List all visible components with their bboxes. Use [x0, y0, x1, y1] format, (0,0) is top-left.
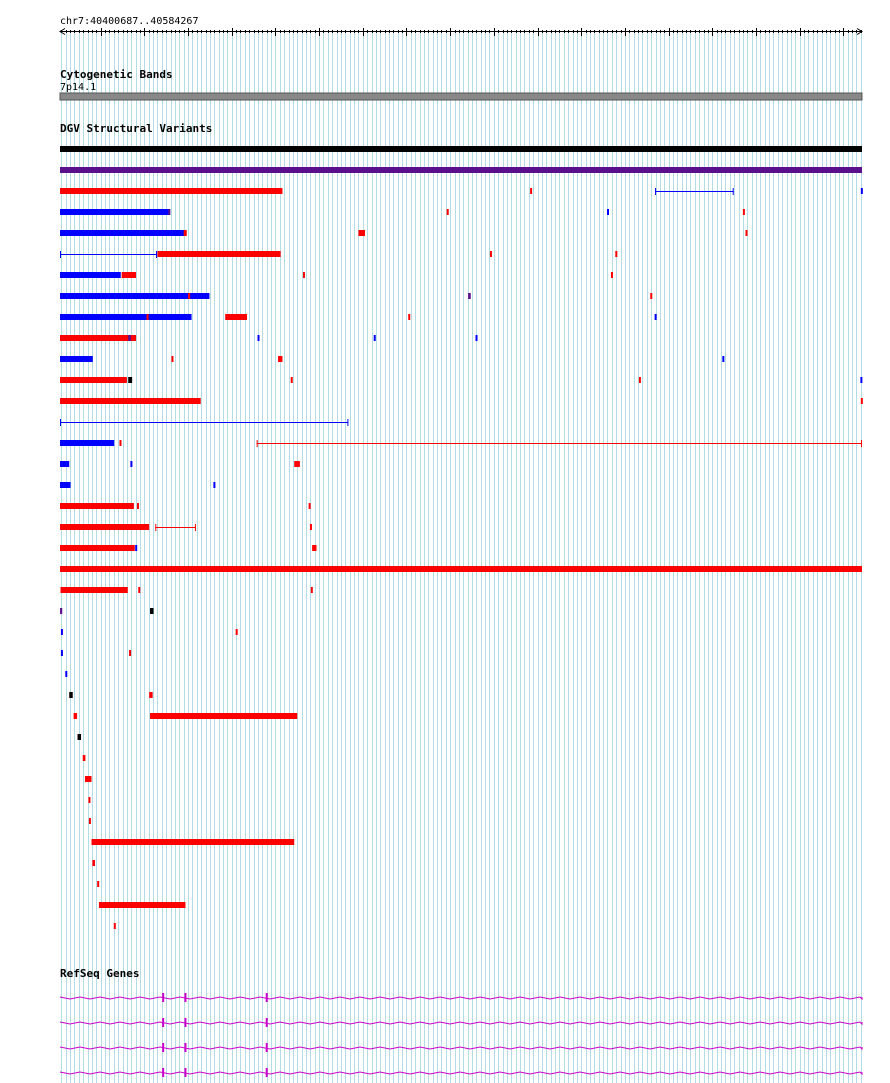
variant-bar[interactable] [60, 482, 71, 488]
variant-bar[interactable] [92, 839, 295, 845]
variant-bar[interactable] [85, 776, 92, 782]
variant-feature[interactable] [69, 692, 72, 698]
variant-feature[interactable] [128, 377, 132, 383]
variant-bar[interactable] [60, 293, 209, 299]
variant-bar[interactable] [490, 251, 492, 257]
variant-feature[interactable] [476, 335, 478, 341]
variant-feature[interactable] [447, 209, 449, 215]
gene-exon[interactable] [184, 993, 186, 1002]
variant-bar[interactable] [130, 461, 132, 467]
variant-feature[interactable] [181, 398, 183, 404]
variant-bar[interactable] [303, 272, 305, 278]
variant-feature[interactable] [225, 314, 247, 320]
variant-bar[interactable] [60, 398, 201, 404]
variant-bar[interactable] [60, 461, 69, 467]
variant-bar[interactable] [138, 587, 140, 593]
variant-feature[interactable] [78, 734, 81, 740]
variant-bar[interactable] [92, 860, 95, 866]
variant-feature[interactable] [60, 146, 862, 152]
variant-feature[interactable] [60, 356, 93, 362]
variant-bar[interactable] [60, 272, 121, 278]
variant-feature[interactable] [860, 377, 862, 383]
variant-bar[interactable] [149, 692, 152, 698]
variant-feature[interactable] [60, 188, 282, 194]
variant-feature[interactable] [61, 650, 63, 656]
variant-bar[interactable] [122, 272, 136, 278]
variant-feature[interactable] [157, 251, 280, 257]
variant-feature[interactable] [310, 524, 312, 530]
variant-feature[interactable] [291, 377, 293, 383]
variant-feature[interactable] [130, 461, 132, 467]
gene-intron-line[interactable] [60, 1072, 862, 1074]
variant-feature[interactable] [861, 398, 863, 404]
gene-exon[interactable] [266, 1018, 268, 1027]
variant-feature[interactable] [258, 335, 260, 341]
gene-exon[interactable] [266, 993, 268, 1002]
variant-bar[interactable] [60, 566, 862, 572]
gene-exon[interactable] [162, 1018, 164, 1027]
variant-bar[interactable] [60, 335, 136, 341]
variant-feature[interactable] [114, 923, 116, 929]
gene-exon[interactable] [162, 1068, 164, 1077]
variant-feature[interactable] [129, 650, 131, 656]
gene-intron-line[interactable] [60, 1022, 862, 1024]
variant-feature[interactable] [60, 461, 69, 467]
variant-bar[interactable] [60, 314, 192, 320]
variant-bar[interactable] [60, 209, 170, 215]
variant-bar[interactable] [60, 608, 62, 614]
variant-feature[interactable] [138, 587, 140, 593]
variant-feature[interactable] [60, 398, 201, 404]
gene-model[interactable] [60, 1068, 862, 1077]
variant-feature[interactable] [150, 608, 153, 614]
gene-intron-line[interactable] [60, 1047, 862, 1049]
variant-bar[interactable] [746, 230, 748, 236]
variant-bar[interactable] [861, 188, 863, 194]
variant-bar[interactable] [171, 356, 173, 362]
variant-bar[interactable] [60, 545, 135, 551]
variant-bar[interactable] [374, 335, 376, 341]
variant-bar[interactable] [225, 314, 247, 320]
variant-feature[interactable] [60, 314, 192, 320]
cytobands-title: Cytogenetic Bands [60, 68, 173, 81]
variant-bar[interactable] [309, 503, 311, 509]
variant-feature[interactable] [490, 251, 492, 257]
variant-bar[interactable] [311, 587, 313, 593]
variant-bar[interactable] [97, 881, 99, 887]
variant-feature[interactable] [311, 587, 313, 593]
variant-feature[interactable] [530, 188, 532, 194]
variant-feature[interactable] [89, 818, 91, 824]
variant-bar[interactable] [639, 377, 641, 383]
variant-feature[interactable] [60, 440, 114, 446]
variant-feature[interactable] [137, 503, 139, 509]
variant-bar[interactable] [83, 755, 86, 761]
variant-feature[interactable] [615, 251, 617, 257]
variant-bar[interactable] [128, 335, 131, 341]
variant-feature[interactable] [303, 272, 305, 278]
variant-feature[interactable] [85, 776, 92, 782]
variant-bar[interactable] [743, 209, 745, 215]
coordinates-label: chr7:40400687..40584267 [60, 16, 199, 27]
variant-bar[interactable] [60, 524, 149, 530]
variant-feature[interactable] [60, 608, 62, 614]
variant-bar[interactable] [358, 230, 365, 236]
variant-feature[interactable] [188, 293, 190, 299]
variant-feature[interactable] [861, 188, 863, 194]
variant-feature[interactable] [92, 839, 295, 845]
variant-feature[interactable] [611, 272, 613, 278]
variant-bar[interactable] [650, 293, 652, 299]
variant-feature[interactable] [171, 356, 173, 362]
variant-bar[interactable] [60, 503, 134, 509]
variant-feature[interactable] [358, 230, 365, 236]
variant-bar[interactable] [129, 650, 131, 656]
variant-bar[interactable] [65, 671, 67, 677]
variant-feature[interactable] [60, 587, 127, 593]
variant-feature[interactable] [147, 314, 149, 320]
gene-model[interactable] [60, 993, 862, 1002]
gene-model[interactable] [60, 1018, 862, 1027]
variant-bar[interactable] [60, 440, 114, 446]
variant-bar[interactable] [60, 146, 862, 152]
variant-feature[interactable] [639, 377, 641, 383]
variant-bar[interactable] [119, 440, 121, 446]
variant-feature[interactable] [374, 335, 376, 341]
refseq-track-title: RefSeq Genes [60, 967, 140, 980]
variant-bar[interactable] [722, 356, 724, 362]
variant-feature[interactable] [60, 545, 135, 551]
variant-feature[interactable] [60, 566, 862, 572]
variant-feature[interactable] [468, 293, 471, 299]
variant-bar[interactable] [61, 650, 63, 656]
variant-feature[interactable] [746, 230, 748, 236]
variant-bar[interactable] [60, 587, 127, 593]
variant-bar[interactable] [312, 545, 316, 551]
variant-bar[interactable] [89, 818, 91, 824]
gene-exon[interactable] [266, 1068, 268, 1077]
variant-bar[interactable] [157, 251, 280, 257]
variant-feature[interactable] [60, 209, 170, 215]
variant-bar[interactable] [74, 713, 77, 719]
variant-feature[interactable] [722, 356, 724, 362]
variant-feature[interactable] [60, 419, 348, 426]
variant-bar[interactable] [310, 524, 312, 530]
gene-exon[interactable] [184, 1043, 186, 1052]
variant-bar[interactable] [408, 314, 410, 320]
variant-feature[interactable] [92, 860, 95, 866]
variant-feature[interactable] [65, 671, 67, 677]
dgv-track [60, 146, 863, 929]
variant-feature[interactable] [99, 902, 185, 908]
variant-bar[interactable] [655, 314, 657, 320]
cytoband-label: 7p14.1 [60, 82, 97, 93]
variant-feature[interactable] [60, 230, 184, 236]
dgv-track-title: DGV Structural Variants [60, 122, 213, 135]
refseq-track [60, 993, 862, 1077]
variant-feature[interactable] [88, 797, 90, 803]
variant-feature[interactable] [650, 293, 652, 299]
variant-bar[interactable] [236, 629, 238, 635]
variant-feature[interactable] [294, 461, 300, 467]
variant-feature[interactable] [213, 482, 215, 488]
variant-feature[interactable] [60, 524, 149, 530]
variant-bar[interactable] [181, 398, 183, 404]
variant-bar[interactable] [184, 230, 187, 236]
variant-feature[interactable] [168, 209, 170, 215]
variant-bar[interactable] [258, 335, 260, 341]
variant-bar[interactable] [60, 167, 862, 173]
variant-feature[interactable] [655, 314, 657, 320]
variant-bar[interactable] [615, 251, 617, 257]
variant-bar[interactable] [188, 293, 190, 299]
variant-bar[interactable] [168, 209, 170, 215]
variant-bar[interactable] [291, 377, 293, 383]
cytoband-bar[interactable] [60, 93, 862, 100]
variant-feature[interactable] [184, 230, 187, 236]
variant-feature[interactable] [60, 482, 71, 488]
variant-feature[interactable] [128, 335, 131, 341]
variant-feature[interactable] [150, 713, 297, 719]
variant-bar[interactable] [78, 734, 81, 740]
variant-feature[interactable] [743, 209, 745, 215]
variant-bar[interactable] [114, 923, 116, 929]
gene-model[interactable] [60, 1043, 862, 1052]
variant-feature[interactable] [607, 209, 609, 215]
variant-feature[interactable] [61, 629, 63, 635]
variant-bar[interactable] [60, 377, 127, 383]
gene-exon[interactable] [184, 1068, 186, 1077]
variant-feature[interactable] [408, 314, 410, 320]
gene-exon[interactable] [184, 1018, 186, 1027]
variant-bar[interactable] [61, 629, 63, 635]
variant-bar[interactable] [69, 692, 72, 698]
variant-bar[interactable] [278, 356, 282, 362]
variant-bar[interactable] [213, 482, 215, 488]
variant-feature[interactable] [60, 503, 134, 509]
variant-feature[interactable] [149, 692, 152, 698]
gene-intron-line[interactable] [60, 997, 862, 999]
variant-feature[interactable] [60, 377, 127, 383]
gene-exon[interactable] [162, 1043, 164, 1052]
variant-bar[interactable] [476, 335, 478, 341]
variant-feature[interactable] [60, 167, 862, 173]
variant-feature[interactable] [236, 629, 238, 635]
variant-bar[interactable] [530, 188, 532, 194]
variant-bar[interactable] [135, 545, 137, 551]
variant-bar[interactable] [137, 503, 139, 509]
variant-feature[interactable] [60, 335, 136, 341]
variant-bar[interactable] [128, 377, 132, 383]
variant-feature[interactable] [83, 755, 86, 761]
variant-feature[interactable] [135, 545, 137, 551]
variant-feature[interactable] [122, 272, 136, 278]
variant-bar[interactable] [60, 188, 282, 194]
gene-exon[interactable] [162, 993, 164, 1002]
variant-feature[interactable] [74, 713, 77, 719]
variant-bar[interactable] [861, 398, 863, 404]
variant-bar[interactable] [611, 272, 613, 278]
variant-bar[interactable] [447, 209, 449, 215]
variant-bar[interactable] [147, 314, 149, 320]
variant-feature[interactable] [60, 293, 209, 299]
variant-feature[interactable] [278, 356, 282, 362]
ruler [60, 28, 862, 36]
variant-bar[interactable] [150, 608, 153, 614]
variant-bar[interactable] [468, 293, 471, 299]
variant-bar[interactable] [88, 797, 90, 803]
variant-feature[interactable] [97, 881, 99, 887]
gene-exon[interactable] [266, 1043, 268, 1052]
variant-bar[interactable] [294, 461, 300, 467]
variant-bar[interactable] [99, 902, 185, 908]
variant-feature[interactable] [119, 440, 121, 446]
variant-feature[interactable] [309, 503, 311, 509]
variant-bar[interactable] [60, 356, 93, 362]
variant-bar[interactable] [860, 377, 862, 383]
variant-bar[interactable] [607, 209, 609, 215]
variant-bar[interactable] [150, 713, 297, 719]
variant-bar[interactable] [60, 230, 184, 236]
variant-feature[interactable] [60, 272, 121, 278]
variant-feature[interactable] [312, 545, 316, 551]
